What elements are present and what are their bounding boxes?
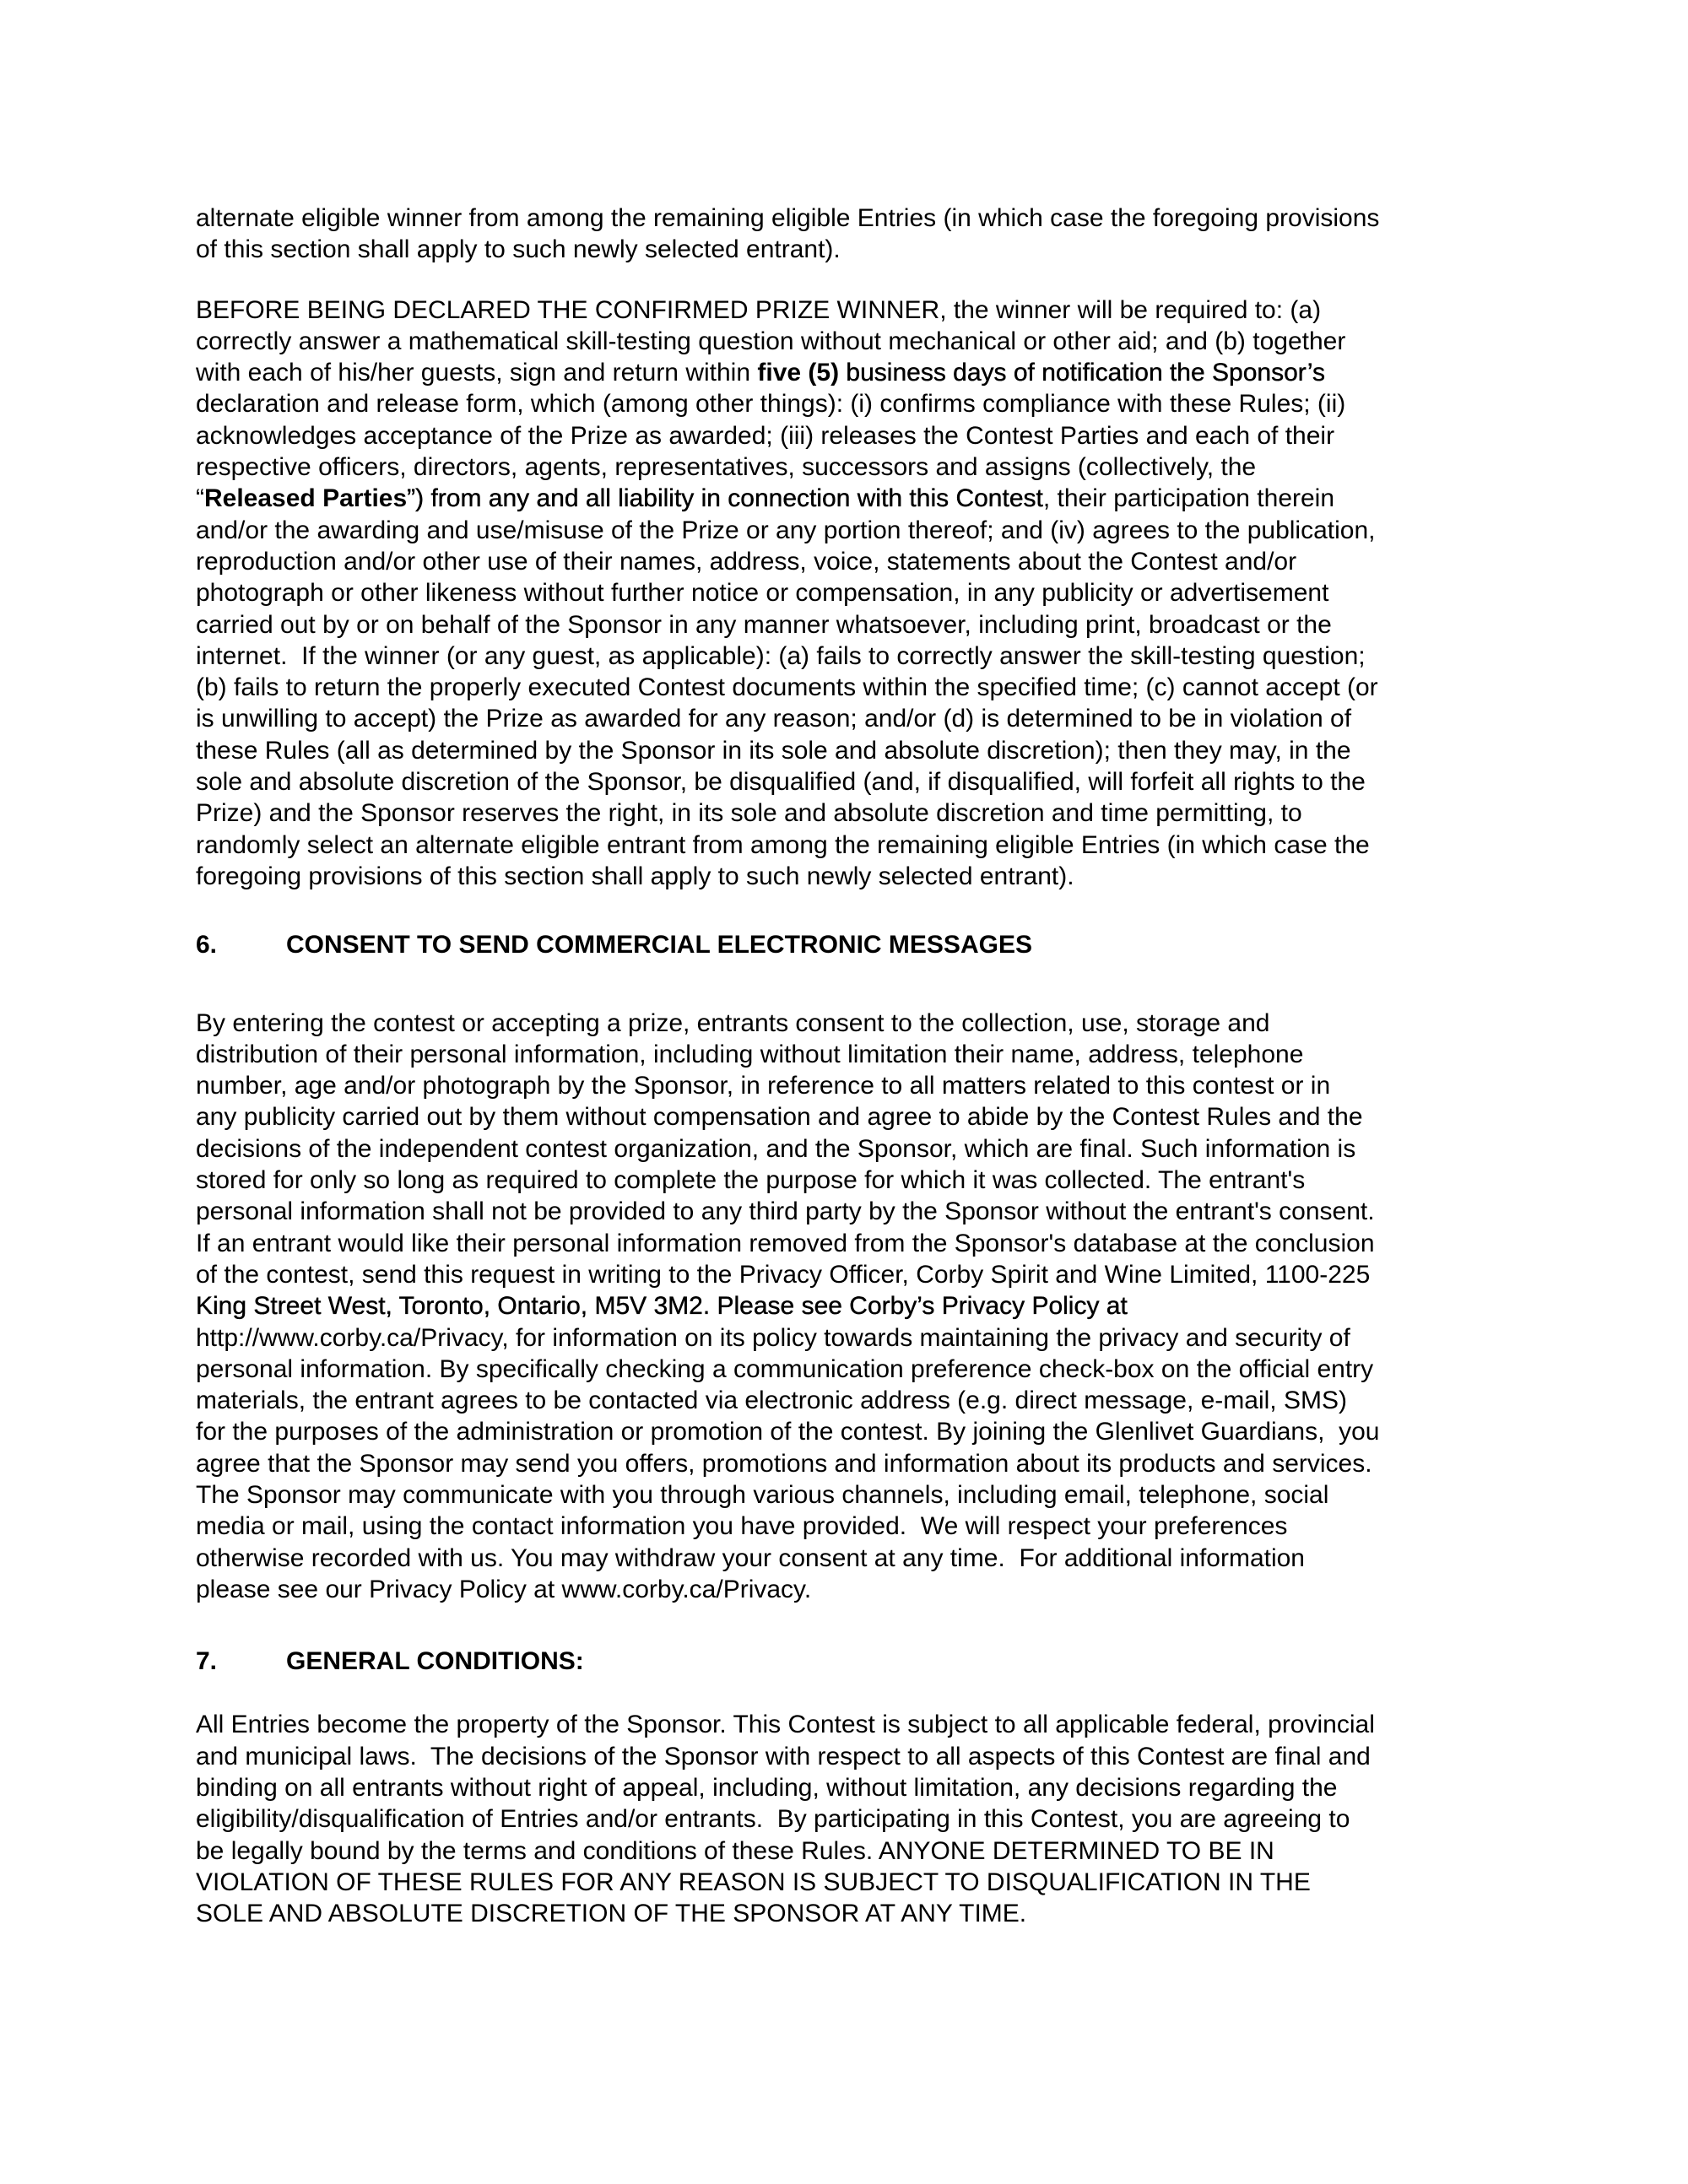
body-text: is unwilling to accept) the Prize as awarded for any reason; and/or (d) is determined to be in violation of [196,705,1352,733]
text-line [196,1709,1512,1740]
paragraph [196,295,1512,893]
text-line [196,1070,1512,1101]
bold-text: five (5) [757,359,840,387]
text-line [196,1416,1512,1447]
body-text: distribution of their personal information, including without limitation their name, address, telephone [196,1040,1304,1068]
text-line [196,1741,1512,1772]
section-heading [196,1646,1512,1677]
body-text: reproduction and/or other use of their names, address, voice, statements about the Contest and/or [196,547,1297,576]
text-line [196,1511,1512,1542]
body-text: VIOLATION OF THESE RULES FOR ANY REASON IS SUBJECT TO DISQUALIFICATION IN THE [196,1868,1311,1896]
text-line [196,1867,1512,1898]
text-line [196,326,1512,357]
body-text: internet. If the winner (or any guest, as applicable): (a) fails to correctly answer the skill-testing question; [196,641,1366,670]
text-line [196,641,1512,672]
text-line [196,357,1512,388]
section-title: GENERAL CONDITIONS: [286,1647,584,1676]
body-text: If an entrant would like their personal information removed from the Sponsor's database at the conclusion [196,1229,1375,1257]
body-text: binding on all entrants without right of appeal, including, without limitation, any decisions regarding the [196,1774,1338,1803]
body-text: Prize) and the Sponsor reserves the right, in its sole and absolute discretion and time permitting, to [196,799,1302,828]
body-text: The Sponsor may communicate with you through various channels, including email, telephone, social [196,1480,1329,1509]
text-line [196,420,1512,451]
text-line [196,1448,1512,1479]
text-line [196,1479,1512,1511]
text-line [196,483,1512,514]
text-line [196,1322,1512,1354]
text-line [196,388,1512,419]
body-text: for the purposes of the administration or promotion of the contest. By joining the Glenlivet Guardians, you [196,1418,1380,1446]
emphasized-text: King Street West, Toronto, Ontario, M5V 3M2. Please see Corby’s Privacy Policy at [196,1292,1128,1321]
text-line [196,609,1512,641]
body-text: please see our Privacy Policy at www.corby.ca/Privacy. [196,1575,812,1603]
emphasized-text: ”) from any and all liability in connection with this Contest [407,484,1043,513]
text-line [196,1196,1512,1227]
body-text: correctly answer a mathematical skill-testing question without mechanical or other aid; and (b) together [196,327,1346,355]
body-text: materials, the entrant agrees to be contacted via electronic address (e.g. direct message, e-mail, SMS) [196,1387,1347,1415]
body-text: of the contest, send this request in writing to the Privacy Officer, Corby Spirit and Wine Limited, 1100-225 [196,1260,1371,1289]
body-text: of this section shall apply to such newly selected entrant). [196,235,841,264]
section-heading [196,929,1512,960]
body-text: agree that the Sponsor may send you offers, promotions and information about its products and services. [196,1449,1372,1478]
body-text: personal information shall not be provided to any third party by the Sponsor without the entrant's consent. [196,1197,1375,1226]
body-text: eligibility/disqualification of Entries and/or entrants. By participating in this Contest, you are agreeing to [196,1805,1350,1834]
paragraph [196,203,1512,266]
text-line [196,797,1512,829]
emphasized-text: business days of notification the Sponsor’s [839,359,1325,387]
body-text: number, age and/or photograph by the Sponsor, in reference to all matters related to this contest or in [196,1072,1331,1100]
text-line [196,672,1512,703]
body-text: be legally bound by the terms and conditions of these Rules. ANYONE DETERMINED TO BE IN [196,1836,1274,1865]
text-line [196,546,1512,577]
text-line [196,1259,1512,1290]
text-line [196,1772,1512,1803]
text-line [196,1039,1512,1070]
bold-text: Released Parties [204,484,408,513]
text-line [196,735,1512,766]
text-line [196,830,1512,861]
body-text: and municipal laws. The decisions of the Sponsor with respect to all aspects of this Contest are final and [196,1742,1371,1770]
document-content [196,203,1512,1930]
text-line [196,766,1512,797]
body-text: any publicity carried out by them without compensation and agree to abide by the Contest Rules and the [196,1103,1363,1132]
paragraph [196,1008,1512,1606]
body-text: http://www.corby.ca/Privacy, for information on its policy towards maintaining the privacy and security of [196,1323,1350,1352]
text-line [196,1574,1512,1605]
section-title: CONSENT TO SEND COMMERCIAL ELECTRONIC MESSAGES [286,931,1032,960]
body-text: photograph or other likeness without further notice or compensation, in any publicity or advertisement [196,579,1329,608]
body-text: otherwise recorded with us. You may withdraw your consent at any time. For additional information [196,1543,1305,1572]
body-text: and/or the awarding and use/misuse of the Prize or any portion thereof; and (iv) agrees to the publication, [196,516,1376,544]
body-text: SOLE AND ABSOLUTE DISCRETION OF THE SPONSOR AT ANY TIME. [196,1900,1027,1928]
text-line [196,451,1512,483]
text-line [196,1543,1512,1574]
text-line [196,1101,1512,1133]
body-text: All Entries become the property of the Sponsor. This Contest is subject to all applicable federal, provincial [196,1711,1375,1739]
body-text: declaration and release form, which (among other things): (i) confirms compliance with these Rules; (ii) [196,390,1346,419]
body-text: these Rules (all as determined by the Sponsor in its sole and absolute discretion); then they may, in the [196,736,1351,765]
body-text: carried out by or on behalf of the Sponsor in any manner whatsoever, including print, broadcast or the [196,610,1332,639]
text-line [196,703,1512,734]
text-line [196,1165,1512,1196]
text-line [196,1354,1512,1385]
paragraph [196,1709,1512,1929]
body-text: acknowledges acceptance of the Prize as awarded; (iii) releases the Contest Parties and each of their [196,421,1335,450]
text-line [196,861,1512,892]
body-text: media or mail, using the contact information you have provided. We will respect your preferences [196,1512,1288,1541]
body-text: with each of his/her guests, sign and return within [196,359,758,387]
body-text: BEFORE BEING DECLARED THE CONFIRMED PRIZE WINNER, the winner will be required to: (a) [196,295,1322,324]
text-line [196,203,1512,234]
text-line [196,515,1512,546]
text-line [196,1228,1512,1259]
text-line [196,1290,1512,1322]
body-text: (b) fails to return the properly executed Contest documents within the specified time; (c) cannot accept (or [196,673,1378,702]
body-text: personal information. By specifically checking a communication preference check-box on the official entry [196,1354,1374,1383]
text-line [196,577,1512,608]
text-line [196,1803,1512,1835]
body-text: “ [196,484,204,513]
text-line [196,1898,1512,1929]
text-line [196,1133,1512,1165]
body-text: decisions of the independent contest organization, and the Sponsor, which are final. Such information is [196,1134,1356,1163]
body-text: sole and absolute discretion of the Sponsor, be disqualified (and, if disqualified, will forfeit all rights to the [196,768,1366,797]
text-line [196,234,1512,265]
body-text: , their participation therein [1042,484,1335,513]
body-text: foregoing provisions of this section shall apply to such newly selected entrant). [196,862,1074,890]
text-line [196,1008,1512,1039]
body-text: alternate eligible winner from among the remaining eligible Entries (in which case the foregoing provisions [196,204,1380,232]
body-text: stored for only so long as required to complete the purpose for which it was collected. The entrant's [196,1166,1306,1195]
text-line [196,1835,1512,1867]
body-text: randomly select an alternate eligible entrant from among the remaining eligible Entries (in which case the [196,830,1370,859]
text-line [196,1385,1512,1416]
section-number: 6. [196,931,218,960]
text-line [196,295,1512,326]
section-number: 7. [196,1647,218,1676]
body-text: By entering the contest or accepting a prize, entrants consent to the collection, use, storage and [196,1008,1270,1037]
body-text: respective officers, directors, agents, representatives, successors and assigns (collectively, the [196,453,1257,482]
